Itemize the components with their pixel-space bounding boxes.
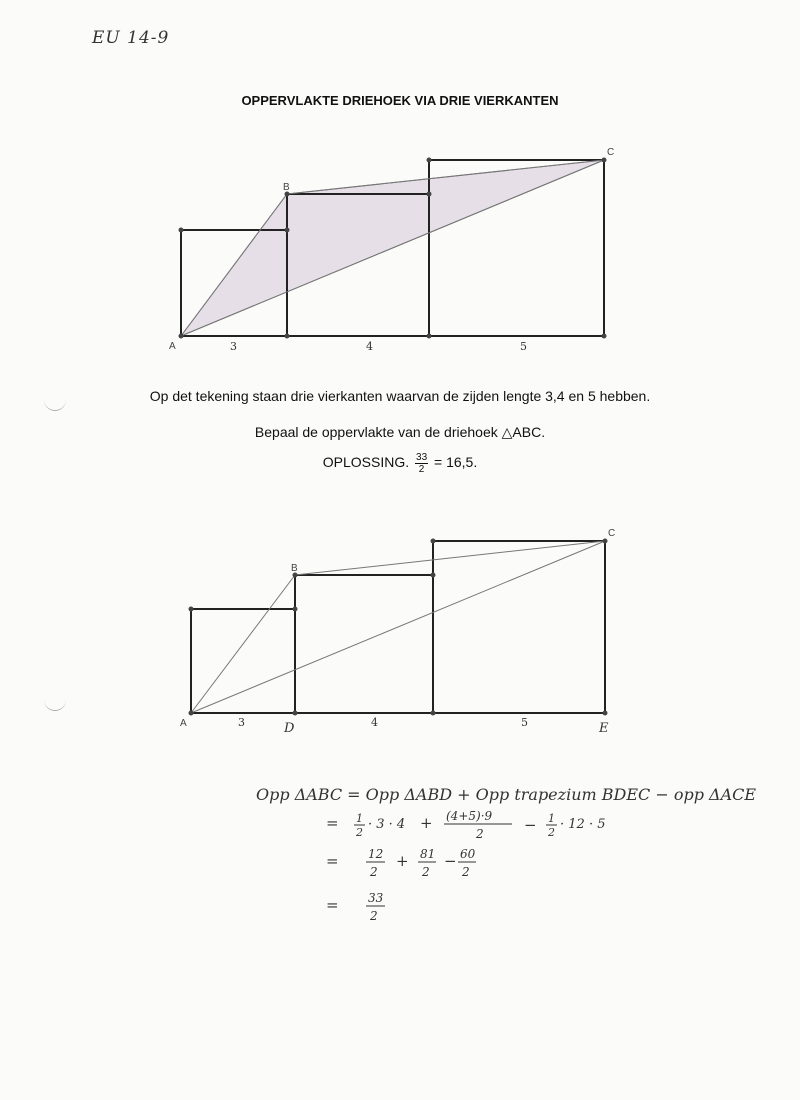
square-5: [433, 541, 605, 713]
document-id: EU 14-9: [92, 28, 170, 48]
svg-text:+: +: [420, 814, 433, 832]
handwritten-calculation: [0, 760, 800, 930]
svg-text:12: 12: [368, 847, 384, 861]
solution-numerator: 33: [416, 452, 428, 463]
svg-text:60: 60: [460, 847, 476, 861]
side-label-4: 4: [366, 340, 373, 353]
label-c: C: [607, 147, 615, 158]
label-b: B: [291, 563, 298, 574]
svg-text:−: −: [524, 816, 537, 834]
svg-text:2: 2: [422, 865, 430, 879]
page-title: OPPERVLAKTE DRIEHOEK VIA DRIE VIERKANTEN: [241, 93, 559, 108]
side-label-3: 3: [238, 716, 245, 729]
hw-line-3: [326, 847, 476, 879]
hw-line-1: Opp ΔABC = Opp ΔABD + Opp trapezium BDEC − opp ΔACE: [256, 785, 757, 804]
square-3: [191, 609, 295, 713]
svg-text:33: 33: [368, 891, 384, 905]
side-label-3: 3: [230, 340, 237, 353]
segment-ab: [191, 575, 295, 713]
svg-text:2: 2: [476, 827, 484, 841]
hw-line-2: [326, 809, 605, 841]
side-label-5: 5: [521, 716, 528, 729]
svg-text:1: 1: [356, 812, 363, 825]
svg-text:· 12 · 5: · 12 · 5: [560, 817, 606, 832]
label-a: A: [180, 718, 187, 729]
svg-text:81: 81: [420, 847, 436, 861]
figure-2: [0, 525, 800, 740]
svg-text:2: 2: [548, 826, 555, 839]
segment-bc: [295, 541, 605, 575]
svg-text:=: =: [326, 896, 339, 914]
svg-text:· 3 · 4: · 3 · 4: [368, 817, 406, 832]
label-e: E: [599, 721, 609, 736]
label-d: D: [284, 721, 295, 736]
solution-fraction: [415, 452, 428, 475]
svg-text:1: 1: [548, 812, 555, 825]
svg-text:=: =: [326, 852, 339, 870]
svg-text:−: −: [444, 852, 457, 870]
solution-line: [0, 452, 800, 475]
svg-text:2: 2: [462, 865, 470, 879]
hw-line-4: [326, 891, 385, 923]
solution-denominator: 2: [418, 464, 425, 475]
segment-ac: [191, 541, 605, 713]
punch-hole-mark: [44, 400, 66, 411]
question-text: Bepaal de oppervlakte van de driehoek △ABC.: [254, 424, 546, 440]
svg-text:(4+5)·9: (4+5)·9: [446, 809, 493, 823]
side-label-5: 5: [520, 340, 527, 353]
side-label-4: 4: [371, 716, 378, 729]
svg-text:=: =: [326, 814, 339, 832]
square-4: [295, 575, 433, 713]
label-a: A: [169, 341, 176, 352]
figure-1: [0, 140, 800, 360]
svg-text:2: 2: [370, 909, 378, 923]
svg-text:2: 2: [356, 826, 363, 839]
label-b: B: [283, 182, 290, 193]
problem-text: Op det tekening staan drie vierkanten waarvan de zijden lengte 3,4 en 5 hebben.: [149, 388, 651, 404]
solution-label: OPLOSSING.: [322, 454, 410, 471]
solution-result: = 16,5.: [434, 454, 478, 471]
svg-text:2: 2: [370, 865, 378, 879]
svg-text:+: +: [396, 852, 409, 870]
label-c: C: [608, 528, 616, 539]
